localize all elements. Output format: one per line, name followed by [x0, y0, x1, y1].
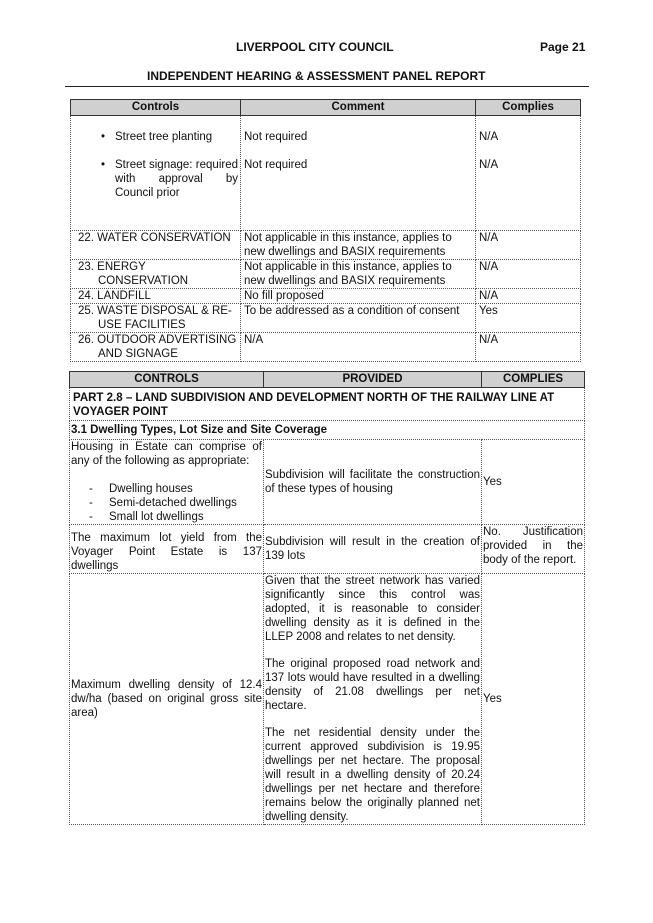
- complies-cell: No. Justification provided in the body of the report.: [482, 525, 585, 574]
- table-row: [71, 116, 581, 231]
- list-item: • Street tree planting: [91, 130, 238, 144]
- control-cell: The maximum lot yield from the Voyager Point Estate is 137 dwellings: [70, 525, 264, 574]
- controls-table: [70, 99, 581, 362]
- comment-cell: Not required Not required: [241, 116, 476, 231]
- table-header-row: [70, 372, 585, 388]
- comment-cell: N/A: [241, 333, 476, 362]
- council-name: LIVERPOOL CITY COUNCIL: [236, 40, 394, 54]
- part-title-row: [70, 388, 585, 421]
- column-header: COMPLIES: [482, 372, 585, 388]
- control-cell: Maximum dwelling density of 12.4 dw/ha (based on original gross site area): [70, 574, 264, 825]
- control-cell: Housing in Estate can comprise of any of the following as appropriate: - Dwelling houses - Semi-detached dwellings - Small lot dwellings: [71, 441, 262, 523]
- provided-cell: Subdivision will result in the creation of 139 lots: [264, 525, 482, 574]
- comment-cell: Not applicable in this instance, applies to new dwellings and BASIX requirements: [241, 260, 476, 289]
- bullet-icon: •: [100, 131, 106, 143]
- column-header: Controls: [71, 100, 241, 116]
- provided-cell: Subdivision will facilitate the construction of these types of housing: [264, 440, 482, 525]
- complies-cell: Yes: [482, 574, 585, 825]
- complies-cell: N/A N/A: [476, 116, 581, 231]
- bullet-icon: •: [100, 159, 106, 171]
- control-cell: 25. WASTE DISPOSAL & RE-USE FACILITIES: [71, 304, 241, 333]
- page-number: Page 21: [540, 40, 586, 54]
- complies-cell: N/A: [476, 260, 581, 289]
- table-row: [71, 333, 581, 362]
- column-header: Comment: [241, 100, 476, 116]
- control-cell: 22. WATER CONSERVATION: [71, 231, 241, 260]
- complies-cell: N/A: [476, 289, 581, 304]
- table-row: [71, 304, 581, 333]
- complies-cell: N/A: [476, 231, 581, 260]
- column-header: PROVIDED: [264, 372, 482, 388]
- table-row: [70, 574, 585, 825]
- complies-cell: Yes: [476, 304, 581, 333]
- list-item: - Small lot dwellings: [89, 511, 204, 523]
- table-row: [71, 289, 581, 304]
- control-cell: 24. LANDFILL: [71, 289, 241, 304]
- comment-cell: No fill proposed: [241, 289, 476, 304]
- provided-cell: Given that the street network has varied significantly since this control was adopted, it is reasonable to consider dwelling density as it is defined in the LLEP 2008 and relates to net density. The original proposed road network and 137 lots would have resulted in a dwelling density of 21.08 dwellings per net hectare. The net residential density under the current approved subdivision is 19.95 dwellings per net hectare. The proposal will result in a dwelling density of 20.24 dwellings per net hectare and therefore remains below the originally planned net dwelling density.: [265, 575, 480, 823]
- list-item: - Dwelling houses: [89, 483, 193, 495]
- column-header: CONTROLS: [70, 372, 264, 388]
- section-title: 3.1 Dwelling Types, Lot Size and Site Coverage: [70, 421, 585, 440]
- complies-cell: Yes: [482, 440, 585, 525]
- control-cell: 26. OUTDOOR ADVERTISING AND SIGNAGE: [71, 333, 241, 362]
- report-title: INDEPENDENT HEARING & ASSESSMENT PANEL REPORT: [147, 69, 486, 83]
- table-row: [71, 231, 581, 260]
- comment-cell: To be addressed as a condition of consent: [241, 304, 476, 333]
- table-row: [71, 260, 581, 289]
- part-title: PART 2.8 – LAND SUBDIVISION AND DEVELOPMENT NORTH OF THE RAILWAY LINE AT VOYAGER POINT: [70, 388, 585, 421]
- comment-cell: Not applicable in this instance, applies to new dwellings and BASIX requirements: [241, 231, 476, 260]
- table-row: [70, 525, 585, 574]
- column-header: Complies: [476, 100, 581, 116]
- list-item: • Street signage: required with approval by Council prior: [91, 158, 238, 200]
- table-row: [70, 440, 585, 525]
- header-rule: [65, 86, 589, 87]
- complies-cell: N/A: [476, 333, 581, 362]
- part-2-8-table: [69, 371, 585, 825]
- control-cell: 23. ENERGY CONSERVATION: [71, 260, 241, 289]
- list-item: - Semi-detached dwellings: [89, 497, 237, 509]
- control-cell: [71, 116, 241, 231]
- section-title-row: [70, 421, 585, 440]
- table-header-row: [71, 100, 581, 116]
